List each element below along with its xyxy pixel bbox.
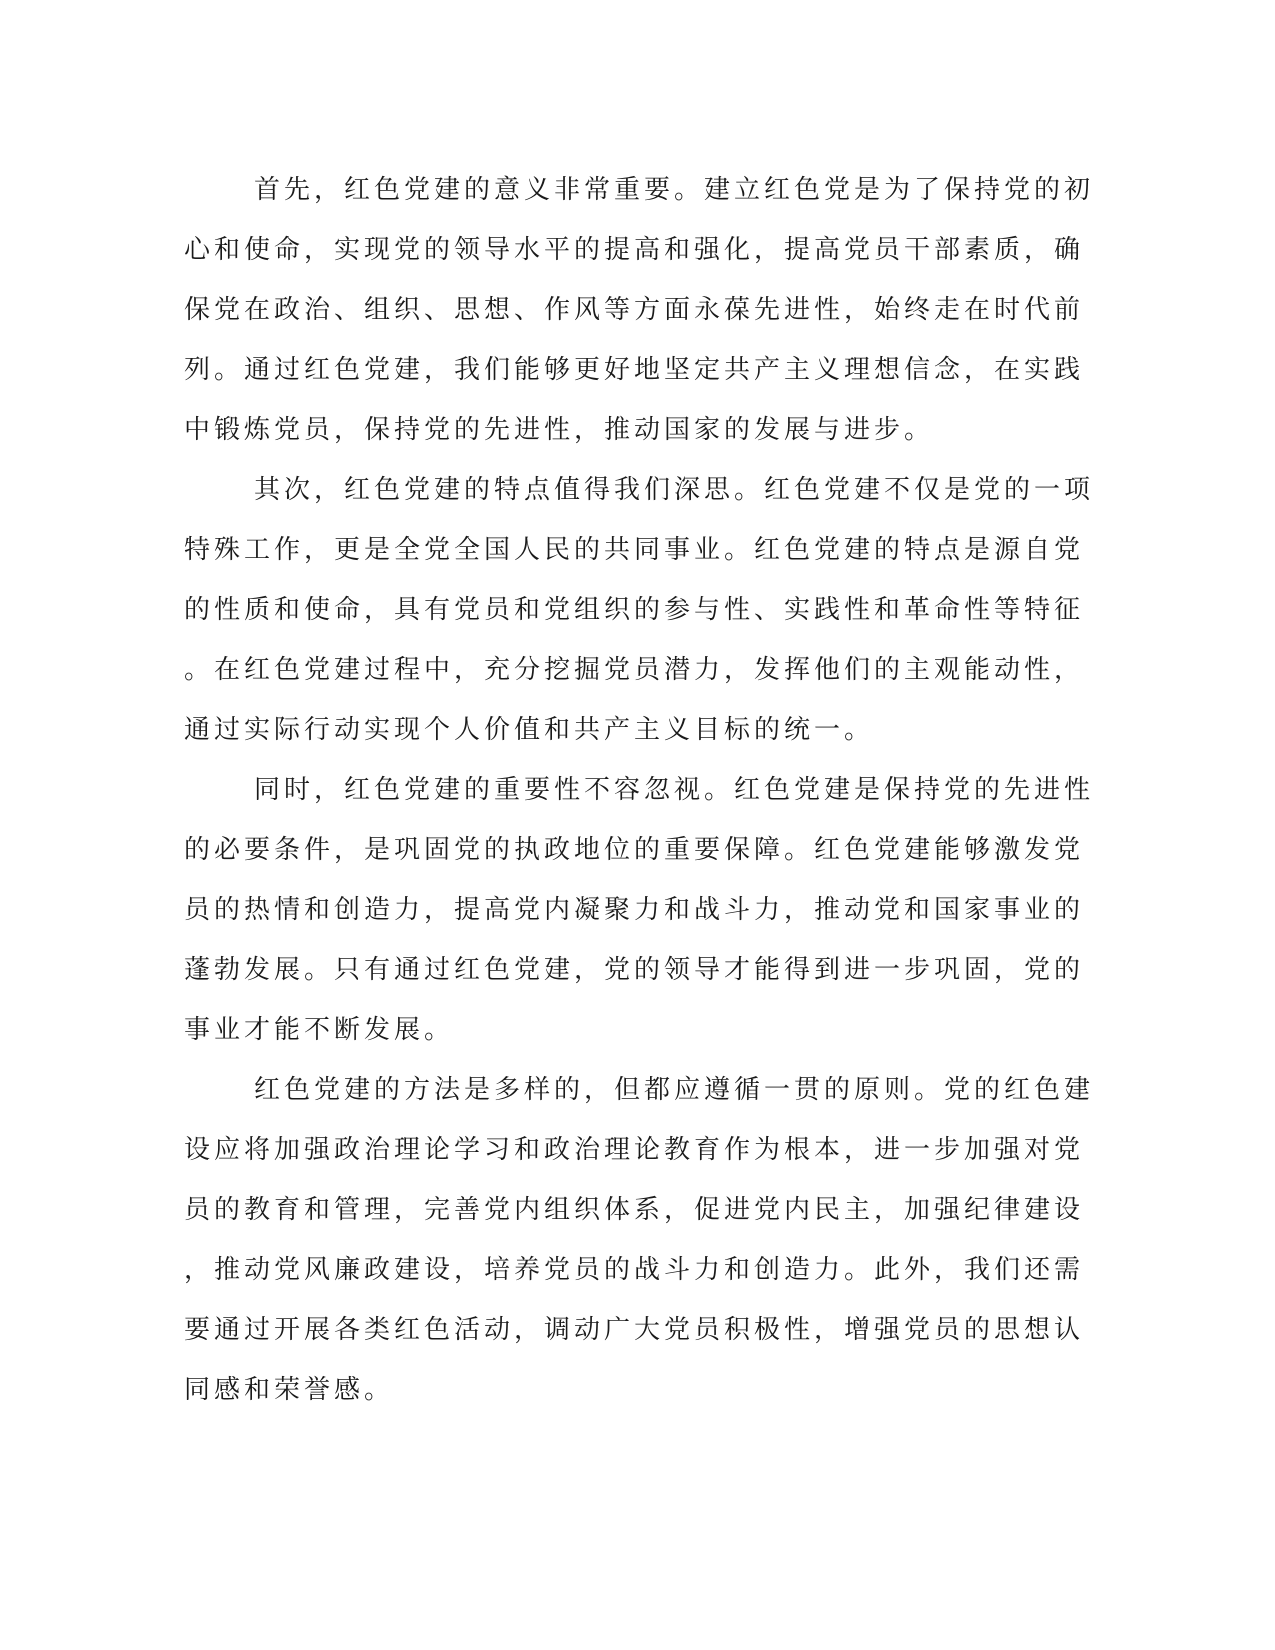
paragraph-line: 保党在政治、组织、思想、作风等方面永葆先进性，始终走在时代前 (184, 295, 1085, 325)
paragraph-line: 心和使命，实现党的领导水平的提高和强化，提高党员干部素质，确 (184, 235, 1085, 265)
document-body (184, 160, 1095, 1420)
paragraph-2 (184, 460, 1095, 760)
paragraph-line: 蓬勃发展。只有通过红色党建，党的领导才能得到进一步巩固，党的 (184, 955, 1085, 985)
paragraph-line: 同感和荣誉感。 (184, 1375, 395, 1405)
paragraph-line: 列。通过红色党建，我们能够更好地坚定共产主义理想信念，在实践 (184, 355, 1085, 385)
paragraph-line: 通过实际行动实现个人价值和共产主义目标的统一。 (184, 715, 875, 745)
paragraph-line: 的必要条件，是巩固党的执政地位的重要保障。红色党建能够激发党 (184, 835, 1085, 865)
paragraph-line: 要通过开展各类红色活动，调动广大党员积极性，增强党员的思想认 (184, 1315, 1085, 1345)
paragraph-line: 首先，红色党建的意义非常重要。建立红色党是为了保持党的初 (254, 175, 1095, 205)
paragraph-line: ，推动党风廉政建设，培养党员的战斗力和创造力。此外，我们还需 (184, 1255, 1085, 1285)
paragraph-line: 设应将加强政治理论学习和政治理论教育作为根本，进一步加强对党 (184, 1135, 1085, 1165)
paragraph-line: 事业才能不断发展。 (184, 1015, 455, 1045)
paragraph-line: 其次，红色党建的特点值得我们深思。红色党建不仅是党的一项 (254, 475, 1095, 505)
paragraph-line: 特殊工作，更是全党全国人民的共同事业。红色党建的特点是源自党 (184, 535, 1085, 565)
paragraph-3 (184, 760, 1095, 1060)
paragraph-line: 红色党建的方法是多样的，但都应遵循一贯的原则。党的红色建 (254, 1075, 1095, 1105)
paragraph-4 (184, 1060, 1095, 1420)
paragraph-line: 员的热情和创造力，提高党内凝聚力和战斗力，推动党和国家事业的 (184, 895, 1085, 925)
paragraph-line: 中锻炼党员，保持党的先进性，推动国家的发展与进步。 (184, 415, 935, 445)
paragraph-line: 员的教育和管理，完善党内组织体系，促进党内民主，加强纪律建设 (184, 1195, 1085, 1225)
paragraph-line: 的性质和使命，具有党员和党组织的参与性、实践性和革命性等特征 (184, 595, 1085, 625)
paragraph-line: 。在红色党建过程中，充分挖掘党员潜力，发挥他们的主观能动性， (184, 655, 1085, 685)
paragraph-line: 同时，红色党建的重要性不容忽视。红色党建是保持党的先进性 (254, 775, 1095, 805)
paragraph-1 (184, 160, 1095, 460)
